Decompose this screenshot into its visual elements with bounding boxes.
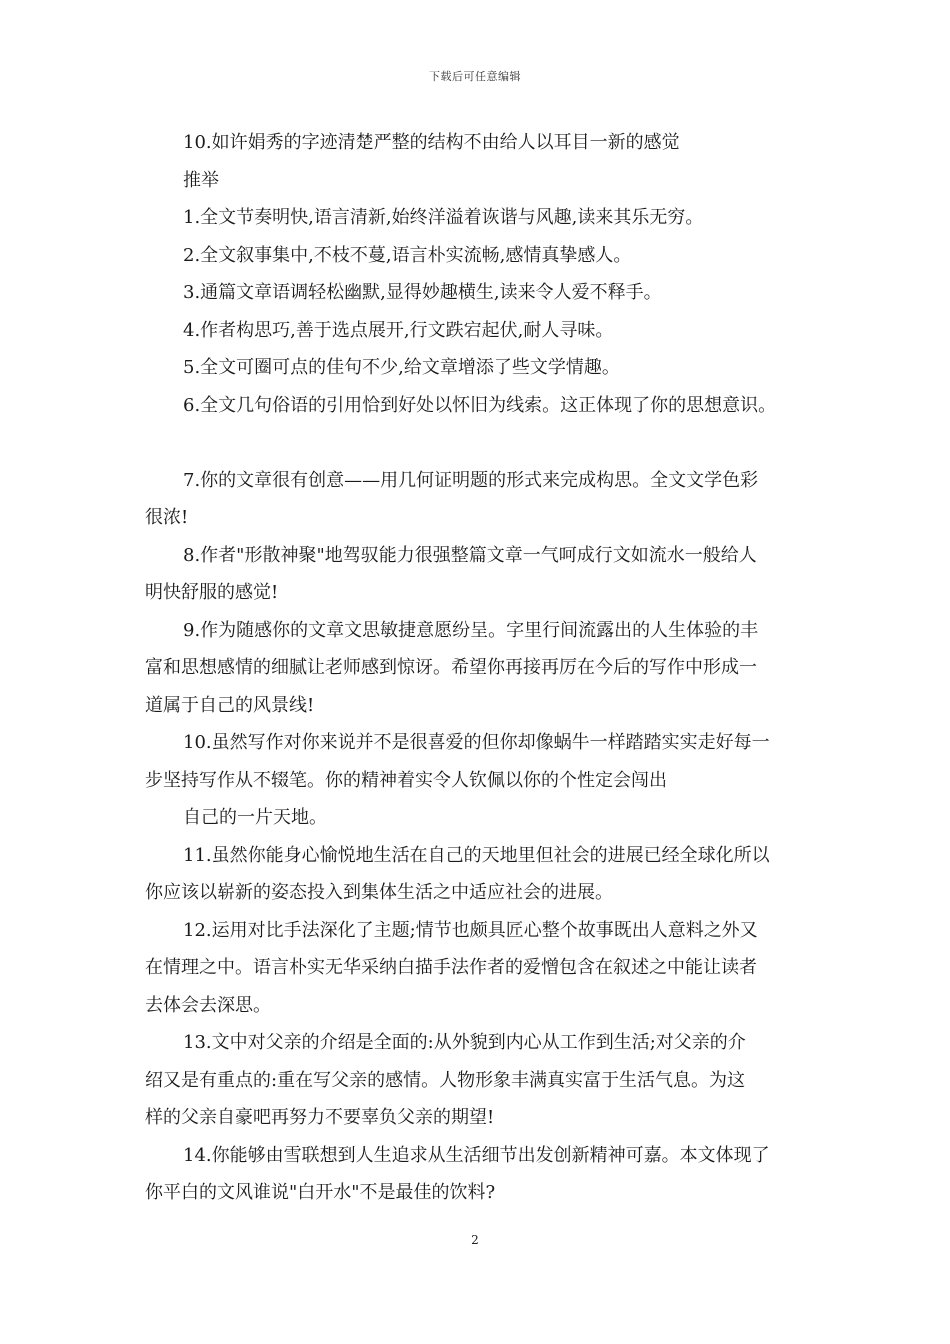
text-line: 在情理之中。语言朴实无华采纳白描手法作者的爱憎包含在叙述之中能让读者 bbox=[145, 957, 757, 978]
document-body bbox=[145, 124, 825, 1212]
text-line: 6.全文几句俗语的引用恰到好处以怀旧为线索。这正体现了你的思想意识。 bbox=[183, 394, 777, 416]
text-line: 10.虽然写作对你来说并不是很喜爱的但你却像蜗牛一样踏踏实实走好每一 bbox=[183, 732, 770, 753]
text-line: 样的父亲自豪吧再努力不要辜负父亲的期望! bbox=[145, 1107, 495, 1128]
text-line: 自己的一片天地。 bbox=[183, 807, 327, 828]
text-line: 3.通篇文章语调轻松幽默,显得妙趣横生,读来令人爱不释手。 bbox=[183, 282, 662, 303]
text-line: 14.你能够由雪联想到人生追求从生活细节出发创新精神可嘉。本文体现了 bbox=[183, 1144, 770, 1166]
text-line: 很浓! bbox=[145, 507, 189, 528]
page-header: 下载后可任意编辑 bbox=[429, 70, 521, 83]
text-line: 你平白的文风谁说"白开水"不是最佳的饮料? bbox=[145, 1182, 496, 1203]
text-line: 11.虽然你能身心愉悦地生活在自己的天地里但社会的进展已经全球化所以 bbox=[183, 844, 770, 866]
text-line: 13.文中对父亲的介绍是全面的:从外貌到内心从工作到生活;对父亲的介 bbox=[183, 1032, 746, 1053]
text-line: 推举 bbox=[183, 169, 219, 191]
text-line: 7.你的文章很有创意——用几何证明题的形式来完成构思。全文文学色彩 bbox=[183, 469, 759, 491]
text-line: 绍又是有重点的:重在写父亲的感情。人物形象丰满真实富于生活气息。为这 bbox=[145, 1069, 746, 1091]
text-line: 富和思想感情的细腻让老师感到惊讶。希望你再接再厉在今后的写作中形成一 bbox=[145, 657, 757, 678]
text-line: 9.作为随感你的文章文思敏捷意愿纷呈。字里行间流露出的人生体验的丰 bbox=[183, 619, 759, 641]
text-line: 5.全文可圈可点的佳句不少,给文章增添了些文学情趣。 bbox=[183, 357, 620, 378]
text-line: 步坚持写作从不辍笔。你的精神着实令人钦佩以你的个性定会闯出 bbox=[145, 769, 667, 791]
text-line: 去体会去深思。 bbox=[145, 994, 271, 1016]
text-line: 10.如许娟秀的字迹清楚严整的结构不由给人以耳目一新的感觉 bbox=[183, 132, 680, 153]
text-line: 2.全文叙事集中,不枝不蔓,语言朴实流畅,感情真挚感人。 bbox=[183, 244, 632, 266]
paragraph-gap bbox=[145, 424, 825, 462]
text-line: 明快舒服的感觉! bbox=[145, 582, 279, 603]
text-line: 4.作者构思巧,善于选点展开,行文跌宕起伏,耐人寻味。 bbox=[183, 319, 614, 341]
text-line: 1.全文节奏明快,语言清新,始终洋溢着诙谐与风趣,读来其乐无穷。 bbox=[183, 207, 704, 228]
page-number: 2 bbox=[471, 1233, 479, 1247]
text-line: 道属于自己的风景线! bbox=[145, 694, 315, 716]
text-line: 你应该以崭新的姿态投入到集体生活之中适应社会的进展。 bbox=[145, 882, 613, 903]
text-line: 12.运用对比手法深化了主题;情节也颇具匠心整个故事既出人意料之外又 bbox=[183, 919, 758, 941]
text-line: 8.作者"形散神聚"地驾驭能力很强整篇文章一气呵成行文如流水一般给人 bbox=[183, 544, 757, 566]
